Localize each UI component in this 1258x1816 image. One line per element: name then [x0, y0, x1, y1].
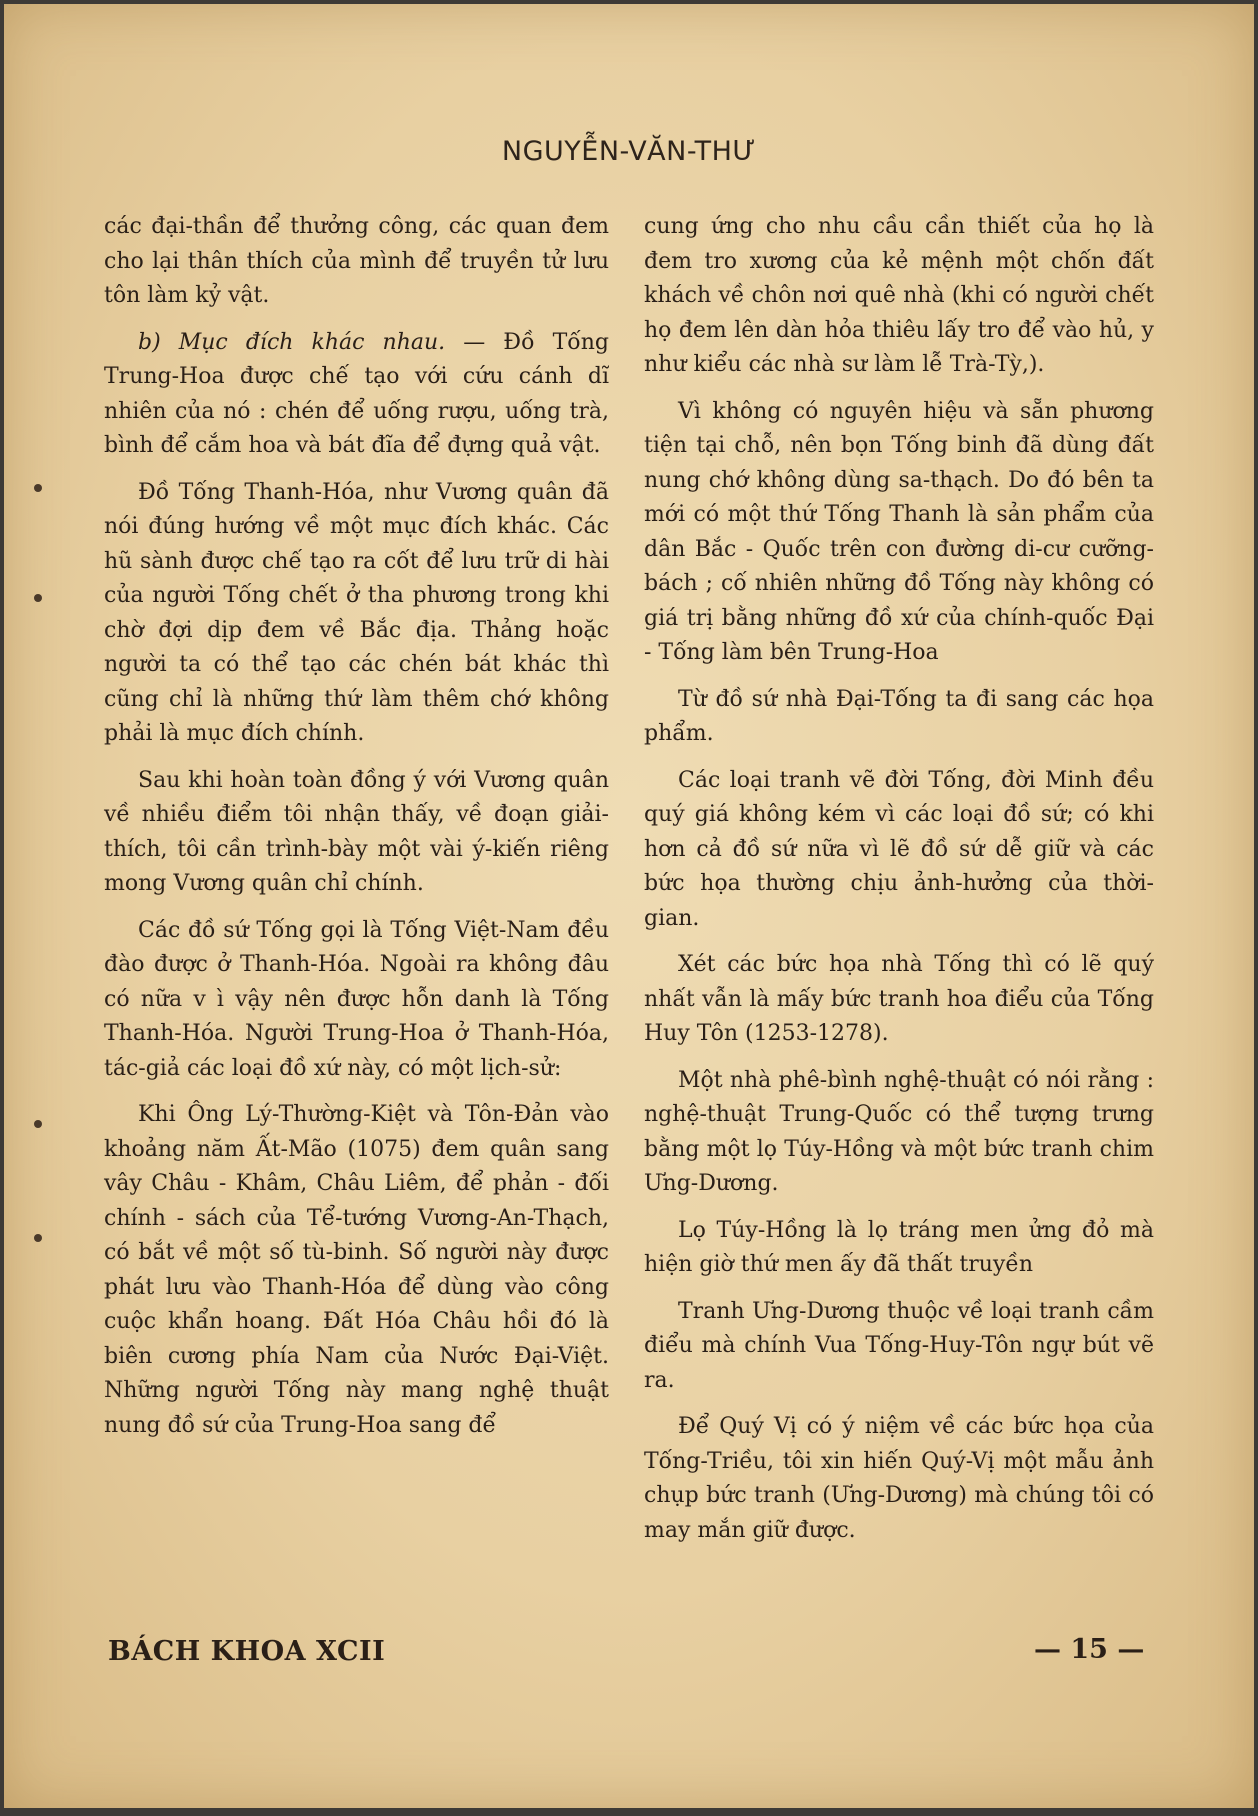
- paragraph: Một nhà phê-bình nghệ-thuật có nói rằng : nghệ-thuật Trung-Quốc có thể tượng trưng bằng một lọ Túy-Hồng và một bức tranh chim Ưng-Dương.: [644, 1067, 1154, 1196]
- paragraph: các đại-thần để thưởng công, các quan đem cho lại thân thích của mình để truyền tử lưu tôn làm kỷ vật.: [104, 214, 609, 308]
- binding-hole-mark: [34, 1234, 42, 1242]
- paragraph: Tranh Ưng-Dương thuộc về loại tranh cầm điểu mà chính Vua Tống-Huy-Tôn ngự bút vẽ ra.: [644, 1298, 1154, 1393]
- paragraph: Các đồ sứ Tống gọi là Tống Việt-Nam đều đào được ở Thanh-Hóa. Ngoài ra không đâu có nữa v ì vậy nên được hỗn danh là Tống Thanh-Hóa. Người Trung-Hoa ở Thanh-Hóa, tác-giả các loại đồ xứ này, có một lịch-sử:: [104, 917, 609, 1081]
- paragraph: Xét các bức họa nhà Tống thì có lẽ quý nhất vẫn là mấy bức tranh hoa điểu của Tống Huy Tôn (1253-1278).: [644, 952, 1154, 1046]
- paragraph: Khi Ông Lý-Thường-Kiệt và Tôn-Đản vào khoảng năm Ất-Mão (1075) đem quân sang vây Châu - Khâm, Châu Liêm, để phản - đối chính - sách của Tể-tướng Vương-An-Thạch, có bắt về một số tù-binh. Số người này được phát lưu vào Thanh-Hóa để dùng vào công cuộc khẩn hoang. Đất Hóa Châu hồi đó là biên cương phía Nam của Nước Đại-Việt. Những người Tống này mang nghệ thuật nung đồ sứ của Trung-Hoa sang để: [104, 1102, 609, 1438]
- binding-hole-mark: [34, 484, 42, 492]
- page-number: — 15 —: [1034, 1634, 1145, 1665]
- paragraph: cung ứng cho nhu cầu cần thiết của họ là đem tro xương của kẻ mệnh một chốn đất khách về chôn nơi quê nhà (khi có người chết họ đem lên dàn hỏa thiêu lấy tro để vào hủ, y như kiểu các nhà sư làm lễ Trà-Tỳ,).: [644, 214, 1154, 377]
- paragraph: Lọ Túy-Hồng là lọ tráng men ửng đỏ mà hiện giờ thứ men ấy đã thất truyền: [644, 1217, 1154, 1277]
- paragraph-text: — Đồ Tống Trung-Hoa được chế tạo với cứu cánh dĩ nhiên của nó : chén để uống rượu, uống trà, bình để cắm hoa và bát đĩa để đựng quả vật.: [104, 329, 609, 458]
- paragraph: Sau khi hoàn toàn đồng ý với Vương quân về nhiều điểm tôi nhận thấy, về đoạn giải-thích, tôi cần trình-bày một vài ý-kiến riêng mong Vương quân chỉ chính.: [104, 767, 609, 896]
- paragraph: Vì không có nguyên hiệu và sẵn phương tiện tại chỗ, nên bọn Tống binh đã dùng đất nung chớ không dùng sa-thạch. Do đó bên ta mới có một thứ Tống Thanh là sản phẩm của dân Bắc - Quốc trên con đường di-cư cưỡng-bách ; cố nhiên những đồ Tống này không có giá trị bằng những đồ xứ của chính-quốc Đại - Tống làm bên Trung-Hoa: [644, 398, 1154, 665]
- paragraph: Từ đồ sứ nhà Đại-Tống ta đi sang các họa phẩm.: [644, 686, 1154, 746]
- paragraph: [104, 326, 609, 464]
- magazine-page: [4, 4, 1254, 1808]
- left-column: [104, 210, 609, 1455]
- paragraph: Các loại tranh vẽ đời Tống, đời Minh đều quý giá không kém vì các loại đồ sứ; có khi hơn cả đồ sứ nữa vì lẽ đồ sứ dễ giữ và các bức họa thường chịu ảnh-hưởng của thời-gian.: [644, 767, 1154, 931]
- section-heading: b) Mục đích khác nhau.: [138, 329, 446, 355]
- right-column: [644, 210, 1154, 1560]
- binding-hole-mark: [34, 594, 42, 602]
- running-title: NGUYỄN-VĂN-THƯ: [501, 136, 757, 167]
- publication-name: BÁCH KHOA XCII: [108, 1636, 386, 1667]
- paragraph: Đồ Tống Thanh-Hóa, như Vương quân đã nói đúng hướng về một mục đích khác. Các hũ sành được chế tạo ra cốt để lưu trữ di hài của người Tống chết ở tha phương trong khi chờ đợi dịp đem về Bắc địa. Thảng hoặc người ta có thể tạo các chén bát khác thì cũng chỉ là những thứ làm thêm chớ không phải là mục đích chính.: [104, 479, 609, 746]
- paragraph: Để Quý Vị có ý niệm về các bức họa của Tống-Triều, tôi xin hiến Quý-Vị một mẫu ảnh chụp bức tranh (Ưng-Dương) mà chúng tôi có may mắn giữ được.: [644, 1414, 1154, 1543]
- binding-hole-mark: [34, 1120, 42, 1128]
